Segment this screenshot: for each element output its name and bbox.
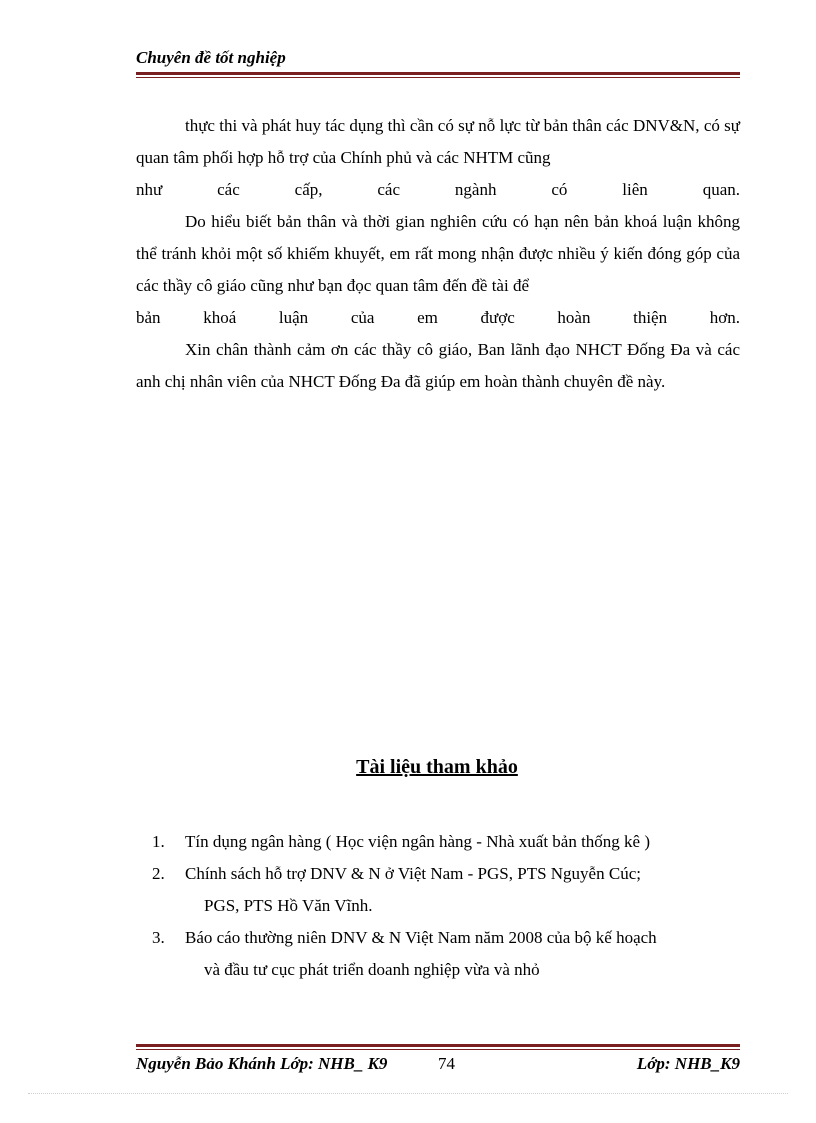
reference-continuation: PGS, PTS Hồ Văn Vĩnh. — [204, 896, 373, 915]
paragraph-3: Xin chân thành cảm ơn các thầy cô giáo, Ban lãnh đạo NHCT Đống Đa và các anh chị nhân viên của NHCT Đống Đa đã giúp em hoàn thành chuyên đề này. — [136, 340, 740, 391]
footer-class: Lớp: NHB_K9 — [636, 1054, 740, 1073]
paragraph-1a: thực thi và phát huy tác dụng thì cần có sự nỗ lực từ bản thân các DNV&N, có sự quan tâm phối hợp hỗ trợ của Chính phủ và các NHTM cũng — [136, 116, 740, 167]
reference-item — [152, 858, 740, 922]
reference-item — [152, 922, 740, 986]
reference-text: Tín dụng ngân hàng ( Học viện ngân hàng - Nhà xuất bản thống kê ) — [185, 832, 651, 851]
paragraph-2b: bản khoá luận của em được hoàn thiện hơn. — [136, 308, 740, 327]
reference-continuation: và đầu tư cục phát triển doanh nghiệp vừa và nhỏ — [204, 960, 540, 979]
header-rule-thin — [136, 77, 740, 78]
page-bottom-divider — [28, 1093, 788, 1094]
references-list — [152, 826, 740, 986]
page-number: 74 — [438, 1054, 455, 1073]
reference-number: 2. — [152, 864, 165, 883]
footer-rule-thin — [136, 1049, 740, 1050]
reference-text: Báo cáo thường niên DNV & N Việt Nam năm 2008 của bộ kế hoạch — [185, 928, 657, 947]
paragraph-1b: như các cấp, các ngành có liên quan. — [136, 180, 740, 199]
footer-author: Nguyễn Bảo Khánh Lớp: NHB_ K9 — [136, 1054, 388, 1073]
reference-number: 3. — [152, 928, 165, 947]
header-title: Chuyên đề tốt nghiệp — [136, 48, 286, 67]
reference-item — [152, 826, 740, 858]
footer-rule-thick — [136, 1044, 740, 1047]
reference-number: 1. — [152, 832, 165, 851]
header-rule-thick — [136, 72, 740, 75]
paragraph-2a: Do hiểu biết bản thân và thời gian nghiên cứu có hạn nên bản khoá luận không thể tránh khỏi một số khiếm khuyết, em rất mong nhận được nhiều ý kiến đóng góp của các thầy cô giáo cũng như bạn đọc quan tâm đến đề tài để — [136, 212, 740, 295]
references-heading: Tài liệu tham khảo — [356, 756, 518, 778]
reference-text: Chính sách hỗ trợ DNV & N ở Việt Nam - PGS, PTS Nguyễn Cúc; — [185, 864, 641, 883]
body-text — [136, 110, 740, 398]
